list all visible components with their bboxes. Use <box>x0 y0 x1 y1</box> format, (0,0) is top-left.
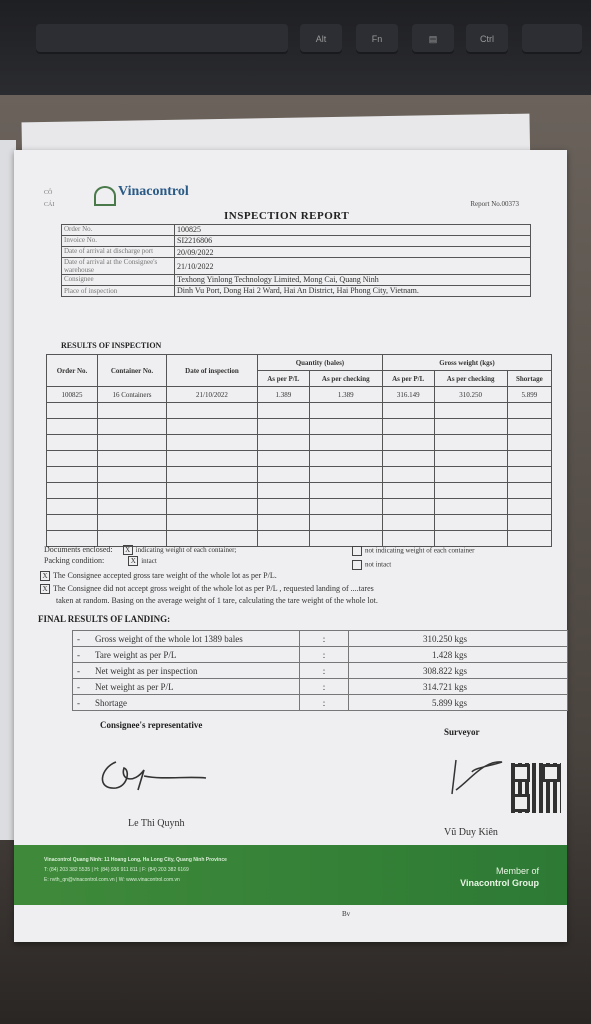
consignee-not-accepted-line <box>40 584 374 594</box>
final-value-cell <box>349 647 568 663</box>
keyboard-key-menu <box>412 24 454 54</box>
final-unit: kgs <box>454 681 467 692</box>
key-label: Fn <box>371 34 383 44</box>
qr-code-icon <box>511 763 561 813</box>
final-value-cell <box>349 631 568 647</box>
column-header: Gross weight (kgs) <box>382 355 551 371</box>
table-row <box>62 258 531 275</box>
table-header-row <box>47 355 552 371</box>
table-row <box>73 695 568 711</box>
empty-checkbox <box>352 560 362 570</box>
footer-band <box>14 845 567 905</box>
group-name: Vinacontrol Group <box>460 878 539 888</box>
row-dash: - <box>73 631 92 647</box>
empty-row <box>47 419 552 435</box>
key-label: Ctrl <box>480 34 494 44</box>
table-cell: 1.389 <box>258 387 310 403</box>
info-value: Texhong Yinlong Technology Limited, Mong Cai, Quang Ninh <box>175 275 531 286</box>
checkbox-label: not indicating weight of each container <box>365 546 475 555</box>
info-label: Date of arrival at discharge port <box>62 247 175 258</box>
table-row <box>47 387 552 403</box>
bottom-mark: Bv <box>342 910 351 918</box>
row-colon: : <box>300 663 349 679</box>
order-info-table <box>61 224 531 297</box>
table-row <box>62 247 531 258</box>
table-cell: 100825 <box>47 387 98 403</box>
column-header: As per checking <box>434 371 507 387</box>
documents-enclosed-alt <box>352 546 474 556</box>
info-value: 100825 <box>175 225 531 236</box>
column-header: Quantity (bales) <box>258 355 383 371</box>
final-unit: kgs <box>454 633 467 644</box>
footer-phone: T: (84) 203 382 5535 | H: (84) 936 911 811 | F: (84) 203 382 6169 <box>44 867 189 873</box>
final-value: 314.721 <box>422 681 453 692</box>
column-header: Order No. <box>47 355 98 387</box>
table-cell: 316.149 <box>382 387 434 403</box>
consignee-name: Le Thi Quynh <box>128 818 185 829</box>
final-results-heading: FINAL RESULTS OF LANDING: <box>38 614 171 624</box>
table-row <box>62 225 531 236</box>
empty-row <box>47 435 552 451</box>
final-label: Gross weight of the whole lot 1389 bales <box>91 631 300 647</box>
table-row <box>62 236 531 247</box>
consignee-representative-title: Consignee's representative <box>100 720 203 730</box>
final-value: 1.428 <box>431 649 453 660</box>
member-label: Member of <box>495 866 539 876</box>
checked-checkbox: X <box>40 571 50 581</box>
table-cell: 1.389 <box>309 387 382 403</box>
column-header: As per P/L <box>258 371 310 387</box>
row-colon: : <box>300 631 349 647</box>
row-dash: - <box>73 695 92 711</box>
row-colon: : <box>300 647 349 663</box>
column-header: Container No. <box>98 355 167 387</box>
keyboard-key-ctrl <box>466 24 508 54</box>
empty-row <box>47 403 552 419</box>
final-value: 308.822 <box>422 665 453 676</box>
final-label: Tare weight as per P/L <box>91 647 300 663</box>
checked-checkbox: X <box>40 584 50 594</box>
packing-condition-alt <box>352 560 391 570</box>
checked-checkbox: X <box>128 556 138 566</box>
empty-checkbox <box>352 546 362 556</box>
empty-row <box>47 483 552 499</box>
keyboard-key <box>522 24 582 54</box>
column-header: As per P/L <box>382 371 434 387</box>
table-row <box>73 631 568 647</box>
final-label: Shortage <box>91 695 300 711</box>
surveyor-name: Vũ Duy Kiên <box>444 827 498 838</box>
table-row <box>62 275 531 286</box>
column-header: Shortage <box>507 371 551 387</box>
documents-enclosed-row <box>44 545 236 555</box>
packing-condition-row <box>44 556 157 566</box>
final-unit: kgs <box>454 697 467 708</box>
table-cell: 21/10/2022 <box>167 387 258 403</box>
column-header: As per checking <box>309 371 382 387</box>
left-mark: CÔ <box>44 190 53 196</box>
keyboard-background <box>0 0 591 95</box>
surveyor-title: Surveyor <box>444 727 480 737</box>
row-dash: - <box>73 679 92 695</box>
info-label: Date of arrival at the Consignee's warehouse <box>62 258 175 275</box>
checkbox-label: intact <box>141 557 157 565</box>
vinacontrol-logo-icon <box>94 186 116 206</box>
empty-row <box>47 515 552 531</box>
table-cell: 5.899 <box>507 387 551 403</box>
documents-enclosed-label: Documents enclosed: <box>44 545 113 554</box>
key-label: ▤ <box>428 33 438 44</box>
final-unit: kgs <box>454 665 467 676</box>
inspection-results-table <box>46 354 552 547</box>
info-label: Order No. <box>62 225 175 236</box>
final-value: 310.250 <box>422 633 453 644</box>
row-colon: : <box>300 695 349 711</box>
consignee-accepted-line <box>40 571 277 581</box>
keyboard-key <box>36 24 288 54</box>
surveyor-signature <box>444 750 514 800</box>
statement-continuation: taken at random. Basing on the average weight of 1 tare, calculating the tare weight of the whole lot. <box>56 596 378 605</box>
info-value: 21/10/2022 <box>175 258 531 275</box>
table-cell: 16 Containers <box>98 387 167 403</box>
results-heading: RESULTS OF INSPECTION <box>61 341 162 350</box>
table-row <box>73 679 568 695</box>
statement-text: The Consignee accepted gross tare weight of the whole lot as per P/L. <box>53 571 277 580</box>
left-mark: CÁI <box>44 202 55 208</box>
company-logo-text: Vinacontrol <box>118 184 189 199</box>
info-label: Invoice No. <box>62 236 175 247</box>
member-of-group <box>460 865 539 889</box>
info-value: SI2216806 <box>175 236 531 247</box>
checked-checkbox: X <box>123 545 133 555</box>
final-value-cell <box>349 695 568 711</box>
empty-row <box>47 451 552 467</box>
consignee-signature <box>94 750 234 800</box>
empty-row <box>47 467 552 483</box>
inspection-report-page <box>14 150 567 942</box>
keyboard-key-alt <box>300 24 342 54</box>
info-value: 20/09/2022 <box>175 247 531 258</box>
table-row <box>73 663 568 679</box>
statement-text: The Consignee did not accept gross weight of the whole lot as per P/L , requested landing of ....tares <box>53 584 374 593</box>
key-label: Alt <box>315 34 327 44</box>
final-value-cell <box>349 679 568 695</box>
final-value: 5.899 <box>431 697 453 708</box>
checkbox-label: not intact <box>365 560 392 569</box>
final-results-table <box>72 630 568 711</box>
checkbox-label: indicating weight of each container; <box>135 546 237 554</box>
keyboard-key-fn <box>356 24 398 54</box>
table-row <box>62 286 531 297</box>
table-cell: 310.250 <box>434 387 507 403</box>
packing-label: Packing condition: <box>44 556 105 565</box>
info-label: Place of inspection <box>62 286 175 297</box>
report-title: INSPECTION REPORT <box>224 210 350 222</box>
footer-email: E: nvth_qn@vinacontrol.com.vn | W: www.vinacontrol.com.vn <box>44 877 180 883</box>
final-label: Net weight as per P/L <box>91 679 300 695</box>
row-dash: - <box>73 663 92 679</box>
empty-row <box>47 499 552 515</box>
column-header: Date of inspection <box>167 355 258 387</box>
final-unit: kgs <box>454 649 467 660</box>
final-label: Net weight as per inspection <box>91 663 300 679</box>
footer-address: Vinacontrol Quang Ninh: 11 Hoang Long, Ha Long City, Quang Ninh Province <box>44 857 227 863</box>
report-number: Report No.00373 <box>470 200 519 208</box>
row-dash: - <box>73 647 92 663</box>
row-colon: : <box>300 679 349 695</box>
final-value-cell <box>349 663 568 679</box>
info-value: Dinh Vu Port, Dong Hai 2 Ward, Hai An District, Hai Phong City, Vietnam. <box>175 286 531 297</box>
info-label: Consignee <box>62 275 175 286</box>
table-row <box>73 647 568 663</box>
